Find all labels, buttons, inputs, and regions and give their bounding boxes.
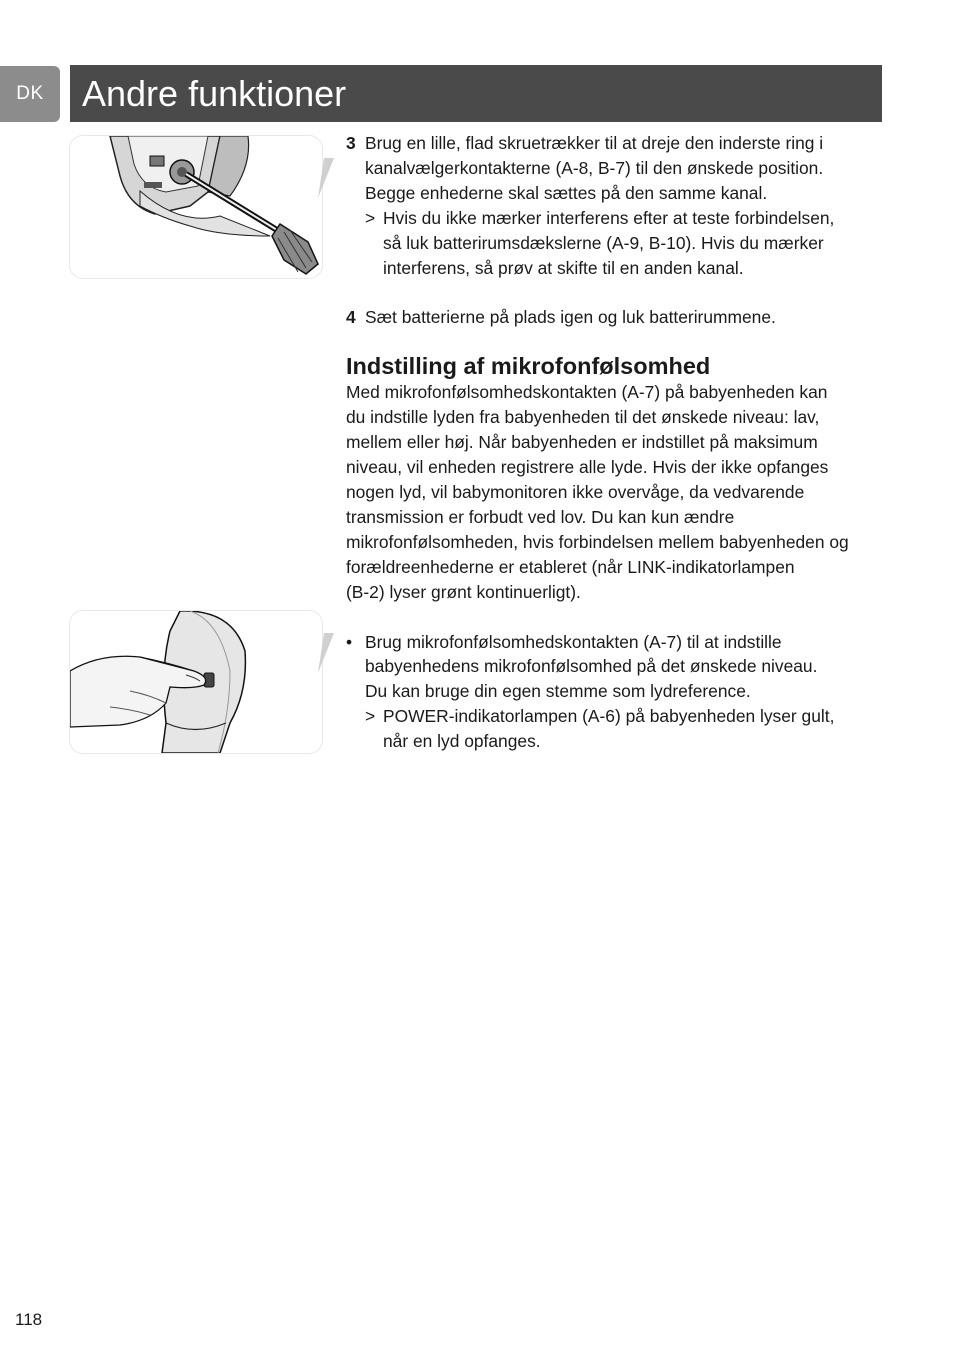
screwdriver-drawing bbox=[70, 136, 322, 278]
step-text-line: kanalvælgerkontakterne (A-8, B-7) til den ønskede position. bbox=[365, 157, 824, 178]
step-text-line: Brug en lille, flad skruetrækker til at dreje den inderste ring i bbox=[365, 133, 824, 153]
section-paragraph bbox=[346, 380, 886, 604]
paragraph-line: (B-2) lyser grønt kontinuerligt). bbox=[346, 581, 581, 602]
bullet-text-line: Du kan bruge din egen stemme som lydreference. bbox=[365, 681, 751, 702]
paragraph-line: mikrofonfølsomheden, hvis forbindelsen mellem babyenheden og bbox=[346, 531, 849, 552]
page-number: 118 bbox=[15, 1310, 43, 1329]
paragraph-line: forældreenhederne er etableret (når LINK-indikatorlampen bbox=[346, 556, 795, 577]
paragraph-line: transmission er forbudt ved lov. Du kan kun ændre bbox=[346, 506, 735, 527]
step-number: 3 bbox=[346, 133, 356, 153]
language-tab: DK bbox=[0, 66, 60, 122]
paragraph-line: niveau, vil enheden registrere alle lyde. Hvis der ikke opfanges bbox=[346, 457, 829, 478]
baby-unit-switch-illustration bbox=[69, 610, 323, 754]
result-text-line: interferens, så prøv at skifte til en anden kanal. bbox=[383, 257, 744, 278]
bullet-marker: • bbox=[346, 631, 353, 652]
step-result bbox=[365, 206, 886, 281]
result-text-line: POWER-indikatorlampen (A-6) på babyenheden lyser gult, bbox=[383, 706, 835, 727]
result-text-line: når en lyd opfanges. bbox=[383, 731, 541, 752]
paragraph-line: mellem eller høj. Når babyenheden er indstillet på maksimum bbox=[346, 432, 818, 453]
step-3 bbox=[346, 131, 886, 280]
figure-marker bbox=[318, 633, 334, 673]
content-column bbox=[346, 131, 886, 754]
header-bar bbox=[70, 65, 882, 122]
baby-unit-drawing bbox=[70, 611, 322, 753]
result-marker: > bbox=[365, 706, 376, 727]
bullet-item bbox=[346, 630, 886, 755]
bullet-text-line: babyenhedens mikrofonfølsomhed på det ønskede niveau. bbox=[365, 656, 818, 677]
result-text-line: så luk batterirumsdækslerne (A-9, B-10). Hvis du mærker bbox=[383, 232, 824, 253]
bullet-text-line: Brug mikrofonfølsomhedskontakten (A-7) til at indstille bbox=[365, 631, 782, 652]
paragraph-line: Med mikrofonfølsomhedskontakten (A-7) på babyenheden kan bbox=[346, 382, 828, 403]
paragraph-line: nogen lyd, vil babymonitoren ikke overvåge, da vedvarende bbox=[346, 481, 805, 502]
step-number: 4 bbox=[346, 307, 356, 328]
step-4 bbox=[346, 305, 886, 330]
section-heading: Indstilling af mikrofonfølsomhed bbox=[346, 353, 711, 380]
step-text-line: Begge enhederne skal sættes på den samme kanal. bbox=[365, 182, 768, 203]
result-text-line: Hvis du ikke mærker interferens efter at teste forbindelsen, bbox=[383, 207, 835, 228]
result-marker: > bbox=[365, 207, 376, 228]
screwdriver-illustration bbox=[69, 135, 323, 279]
page-title: Andre funktioner bbox=[82, 73, 347, 114]
bullet-result bbox=[365, 704, 886, 754]
figure-marker bbox=[318, 158, 334, 198]
paragraph-line: du indstille lyden fra babyenheden til det ønskede niveau: lav, bbox=[346, 407, 820, 428]
step-text-line: Sæt batterierne på plads igen og luk batterirummene. bbox=[365, 307, 776, 328]
